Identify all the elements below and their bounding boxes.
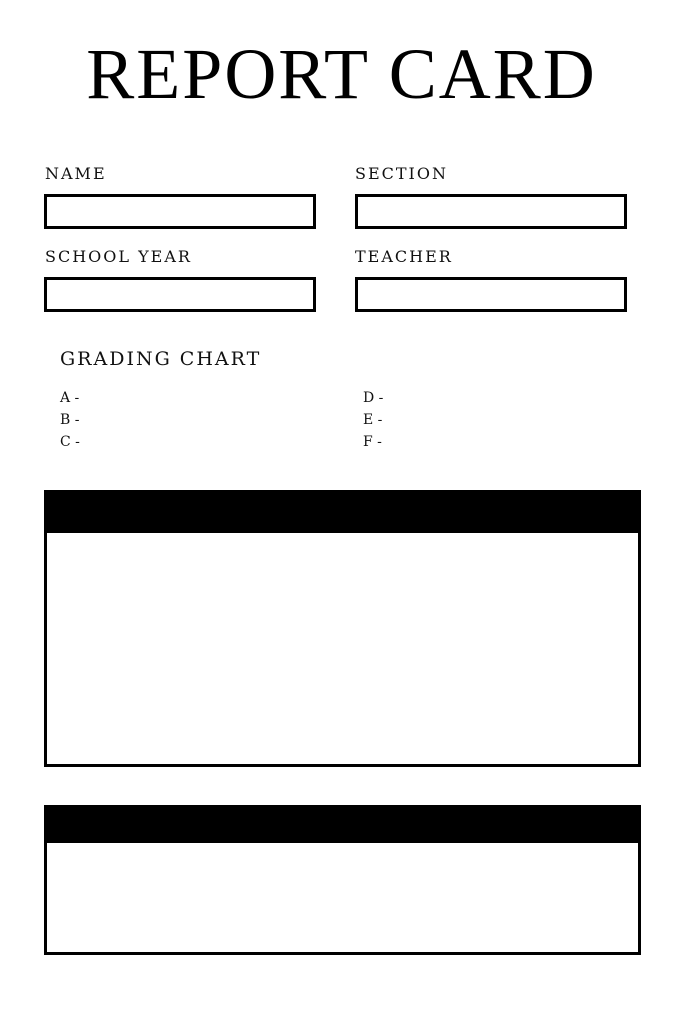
comments-panel [44, 805, 641, 955]
grade-item-f: F - [363, 434, 382, 450]
grade-item-e: E - [363, 412, 383, 428]
grade-item-b: B - [60, 412, 80, 428]
grade-item-d: D - [363, 390, 384, 406]
grade-item-a: A - [60, 390, 80, 406]
school-year-field[interactable] [44, 277, 316, 312]
grading-chart-right-column [363, 387, 383, 453]
teacher-label: TEACHER [355, 247, 453, 266]
teacher-field[interactable] [355, 277, 627, 312]
grade-item-c: C - [60, 434, 80, 450]
grades-panel [44, 490, 641, 767]
school-year-label: SCHOOL YEAR [45, 247, 192, 266]
section-label: SECTION [355, 164, 448, 183]
grading-chart-left-column [60, 387, 80, 453]
grades-panel-header [47, 493, 638, 533]
comments-panel-header [47, 808, 638, 843]
name-label: NAME [45, 164, 107, 183]
section-field[interactable] [355, 194, 627, 229]
report-card-title: REPORT CARD [86, 34, 597, 114]
name-field[interactable] [44, 194, 316, 229]
grading-chart-title: GRADING CHART [60, 348, 262, 370]
